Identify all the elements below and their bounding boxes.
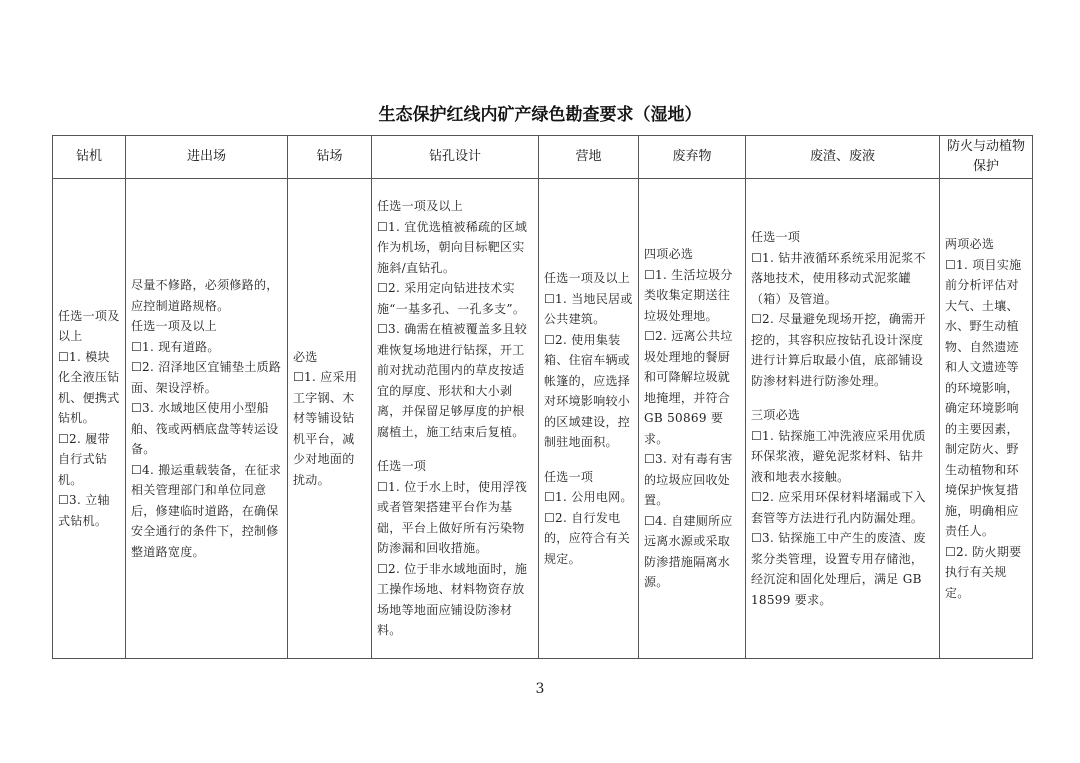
cell-line: ☐1. 钻井液循环系统采用泥浆不落地技术，使用移动式泥浆罐（箱）及管道。 <box>751 250 926 306</box>
cell-line: 任选一项 <box>544 469 594 484</box>
cell-line: ☐3. 钻探施工中产生的废渣、废浆分类管理，设置专用存储池，经沉淀和固化处理后，满足 GB 18599 要求。 <box>751 531 926 607</box>
cell-line: ☐2. 防火期要执行有关规定。 <box>945 544 1022 600</box>
cell-line: ☐1. 钻探施工冲洗液应采用优质环保浆液，避免泥浆材料、钻井液和地表水接触。 <box>751 428 926 484</box>
header-drill-site: 钻场 <box>288 136 372 179</box>
page-number: 3 <box>535 681 545 697</box>
page-title: 生态保护红线内矿产绿色勘查要求（湿地） <box>378 105 702 125</box>
cell-line: ☐1. 模块化全液压钻机、便携式钻机。 <box>58 349 120 426</box>
cell-line: ☐2. 应采用环保材料堵漏或下入套管等方法进行孔内防漏处理。 <box>751 490 926 525</box>
requirements-table <box>52 135 1033 659</box>
cell-line: ☐2. 远离公共垃圾处理地的餐厨和可降解垃圾就地掩埋，并符合 GB 50869 要求。 <box>644 329 733 446</box>
cell-line: 任选一项及以上 <box>544 271 631 285</box>
cell-line: 尽量不修路，必须修路的，应控制道路规格。 <box>131 278 279 313</box>
cell-line: ☐2. 位于非水域地面时，施工操作场地、材料物资存放场地等地面应铺设防渗材料。 <box>377 561 528 638</box>
content-row <box>53 179 1033 659</box>
cell-line: ☐2. 尽量避免现场开挖，确需开挖的，其容积应按钻孔设计深度进行计算后取最小值，底部铺设防渗材料进行防渗处理。 <box>751 312 926 388</box>
cell-line: ☐4. 搬运重载装备，在征求相关管理部门和单位同意后，修建临时道路，在确保安全通行的条件下，控制修整道路宽度。 <box>131 462 282 559</box>
cell-line: 任选一项 <box>377 459 427 474</box>
cell-line: ☐3. 确需在植被覆盖多且较难恢复场地进行钻探，开工前对扰动范围内的草皮按适宜的厚度、形状和大小剥离，并保留足够厚度的护根腐植土，施工结束后复植。 <box>377 322 528 439</box>
cell-line: 任选一项及以上 <box>377 199 464 214</box>
cell-line: 四项必选 <box>644 247 694 262</box>
cell-camp <box>539 179 639 659</box>
cell-line: ☐4. 自建厕所应远离水源或采取防渗措施隔离水源。 <box>644 513 733 590</box>
cell-line: ☐1. 生活垃圾分类收集定期送往垃圾处理地。 <box>644 267 733 323</box>
cell-drill-site <box>288 179 372 659</box>
cell-line: ☐3. 对有毒有害的垃圾应回收处置。 <box>644 452 733 508</box>
cell-line: ☐1. 应采用工字钢、木材等铺设钻机平台，减少对地面的扰动。 <box>293 370 358 487</box>
cell-line: ☐1. 公用电网。 <box>544 490 633 504</box>
cell-line: 必选 <box>293 349 318 364</box>
cell-line: 任选一项 <box>751 230 801 244</box>
cell-line: ☐2. 履带自行式钻机。 <box>58 431 110 487</box>
cell-line: 任选一项及以上 <box>58 308 120 344</box>
cell-slag-liquid <box>746 179 940 659</box>
cell-line: ☐1. 当地民居或公共建筑。 <box>544 291 633 326</box>
cell-waste <box>639 179 746 659</box>
cell-line: 三项必选 <box>751 408 801 422</box>
cell-line: 任选一项及以上 <box>131 319 218 333</box>
header-slag-liquid: 废渣、废液 <box>746 136 940 179</box>
cell-fire-wildlife <box>940 179 1033 659</box>
cell-line: ☐1. 项目实施前分析评估对大气、土壤、水、野生动植物、自然遗迹和人文遗迹等的环境影响，确定环境影响的主要因素，制定防火、野生动植物和环境保护恢复措施，明确相应责任人。 <box>945 257 1022 538</box>
cell-drill-rig <box>53 179 126 659</box>
cell-line: ☐1. 位于水上时，使用浮筏或者管架搭建平台作为基础，平台上做好所有污染物防渗漏和回收措施。 <box>377 479 528 556</box>
header-entry-exit: 进出场 <box>126 136 288 179</box>
cell-line: ☐2. 沼泽地区宜铺垫土质路面、架设浮桥。 <box>131 360 282 395</box>
cell-hole-design <box>372 179 539 659</box>
cell-line: ☐2. 使用集装箱、住宿车辆或帐篷的，应选择对环境影响较小的区域建设，控制驻地面积。 <box>544 332 631 449</box>
header-drill-rig: 钻机 <box>53 136 126 179</box>
cell-entry-exit <box>126 179 288 659</box>
cell-line: ☐1. 宜优选植被稀疏的区域作为机场，朝向目标靶区实施斜/直钻孔。 <box>377 219 528 275</box>
cell-line: ☐3. 水域地区使用小型船舶、筏或两栖底盘等转运设备。 <box>131 401 279 456</box>
cell-line: ☐2. 自行发电的，应符合有关规定。 <box>544 510 631 566</box>
cell-line: ☐2. 采用定向钻进技术实施“一基多孔、一孔多支”。 <box>377 281 526 316</box>
header-fire-wildlife: 防火与动植物保护 <box>940 136 1033 179</box>
header-hole-design: 钻孔设计 <box>372 136 539 179</box>
header-waste: 废弃物 <box>639 136 746 179</box>
cell-line: 两项必选 <box>945 237 995 251</box>
cell-line: ☐1. 现有道路。 <box>131 339 220 354</box>
cell-line: ☐3. 立轴式钻机。 <box>58 493 110 528</box>
header-camp: 营地 <box>539 136 639 179</box>
header-row <box>53 136 1033 179</box>
